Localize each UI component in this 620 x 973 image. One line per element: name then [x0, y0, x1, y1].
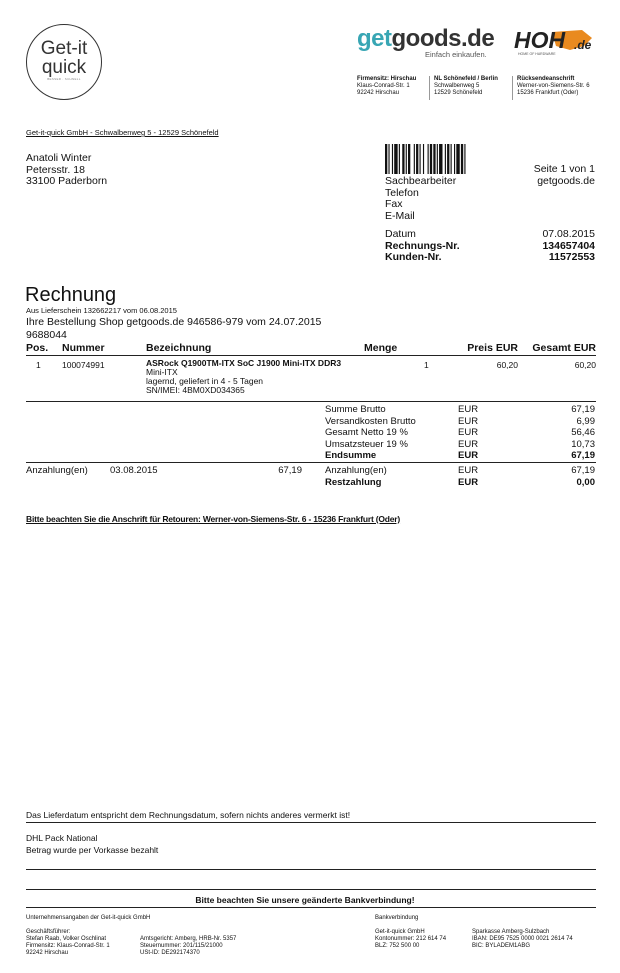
barcode-bar [439, 144, 442, 174]
table-row [26, 359, 596, 399]
barcode-bar [399, 144, 400, 174]
barcode-bar [406, 144, 407, 174]
address-ruecksende-title: Rücksendeanschrift [517, 76, 575, 82]
hoh-logo [512, 26, 596, 60]
invoice-meta [385, 229, 595, 264]
total-value: 10,73 [571, 438, 595, 450]
barcode-bar [394, 144, 397, 174]
barcode-graphic [385, 144, 493, 174]
getgoods-logo-text: getgoods.de [357, 25, 495, 52]
barcode-bar [402, 144, 404, 174]
header-pos: Pos. [26, 342, 49, 354]
hoh-logo-text: HOH [514, 27, 566, 53]
retouren-notice: Bitte beachten Sie die Anschrift für Retouren: Werner-von-Siemens-Str. 6 - 15236 Frankfurt (Oder) [26, 514, 401, 524]
footer-bank-head: Bankverbindung [375, 915, 419, 921]
recipient-street: Petersstr. 18 [26, 163, 85, 176]
address-divider [429, 76, 430, 100]
footer-register [140, 936, 270, 957]
address-ruecksende-line2: 15236 Frankfurt (Oder) [517, 90, 579, 96]
restzahlung-currency: EUR [458, 476, 479, 488]
totals-rule [26, 462, 596, 463]
barcode-bar [420, 144, 421, 174]
anzahlung-currency: EUR [458, 465, 479, 476]
site-name: getgoods.de [537, 175, 595, 187]
header-gesamt: Gesamt EUR [532, 342, 596, 354]
address-hirschau [357, 76, 427, 97]
lieferschein-line: Aus Lieferschein 132662217 vom 06.08.2015 [26, 306, 177, 315]
label-sachbearbeiter: Sachbearbeiter [385, 175, 457, 187]
header-bezeichnung: Bezeichnung [146, 342, 212, 354]
header-menge: Menge [364, 342, 398, 354]
hoh-logo-tagline: HOME OF HARDWARE [518, 52, 556, 56]
barcode-bar [430, 144, 432, 174]
getgoods-slogan: Einfach einkaufen. [425, 50, 487, 59]
row-bezeichnung [146, 359, 376, 395]
barcode-bar [414, 144, 415, 174]
anzahlung-left [26, 465, 302, 477]
row-gesamt: 60,20 [574, 360, 596, 370]
barcode-bar [464, 144, 465, 174]
anzahlung-left-value: 67,19 [278, 465, 302, 476]
get-it-quick-logo [26, 24, 102, 100]
total-value: 67,19 [571, 404, 595, 415]
total-currency: EUR [458, 438, 479, 450]
payment-rule [26, 889, 596, 890]
row-detail-2: lagernd, geliefert in 4 - 5 Tagen [146, 376, 264, 386]
footer-firmensitz: Firmensitz: Klaus-Conrad-Str. 1 [26, 943, 110, 949]
address-divider [512, 76, 513, 100]
header-preis: Preis EUR [467, 342, 518, 354]
label-email: E-Mail [385, 209, 415, 222]
barcode-bar [447, 144, 449, 174]
footer-bank2-iban: IBAN: DE95 7525 0000 0021 2614 74 [472, 936, 573, 942]
total-label: Gesamt Netto 19 % [325, 427, 408, 438]
label-fax: Fax [385, 198, 403, 210]
barcode [385, 144, 493, 174]
contact-labels [385, 176, 456, 222]
row-pos: 1 [36, 360, 41, 370]
address-ruecksende [517, 76, 607, 97]
footer-gf-names: Stefan Raab, Volker Oschlinat [26, 936, 107, 942]
barcode-bar [423, 144, 424, 174]
barcode-bar [433, 144, 435, 174]
table-header [26, 343, 596, 355]
bank-notice-rule [26, 907, 596, 908]
shipping-method: DHL Pack National [26, 833, 98, 843]
footer-gf-label: Geschäftsführer: [26, 929, 71, 935]
barcode-bar [385, 144, 387, 174]
address-hirschau-line2: 92242 Hirschau [357, 90, 400, 96]
anzahlung-left-label: Anzahlung(en) [26, 465, 88, 476]
header-nummer: Nummer [62, 342, 105, 354]
barcode-bar [451, 144, 452, 174]
address-schoenefeld [434, 76, 512, 97]
footer-company [26, 929, 136, 957]
barcode-bar [416, 144, 418, 174]
bank-notice: Bitte beachten Sie unsere geänderte Bankverbindung! [195, 895, 415, 905]
endsumme-currency: EUR [458, 450, 479, 461]
address-ruecksende-line1: Werner-von-Siemens-Str. 6 [517, 83, 590, 89]
total-value: 6,99 [576, 415, 595, 427]
total-label: Umsatzsteuer 19 % [325, 438, 408, 450]
kunde-label: Kunden-Nr. [385, 251, 442, 263]
total-currency: EUR [458, 404, 479, 415]
barcode-bar [445, 144, 446, 174]
footer-bank2 [472, 929, 602, 950]
barcode-bar [388, 144, 389, 174]
rechnung-label: Rechnungs-Nr. [385, 239, 460, 252]
address-hirschau-title: Firmensitz: Hirschau [357, 76, 417, 82]
page-title: Rechnung [25, 284, 117, 306]
footer-bank2-bic: BIC: BYLADEM1ABG [472, 943, 531, 949]
logo-line1: Get-it [40, 38, 88, 59]
sender-line: Get-it-quick GmbH - Schwalbenweg 5 - 12529 Schönefeld [26, 128, 219, 137]
footer-bank1-name: Get-it-quick GmbH [375, 929, 425, 935]
barcode-bar [437, 144, 438, 174]
address-schoenefeld-title: NL Schönefeld / Berlin [434, 76, 498, 82]
footer-steuer: Steuernummer: 201/115/21000 [140, 943, 223, 949]
barcode-bar [392, 144, 393, 174]
anzahlung-value: 67,19 [571, 465, 595, 476]
page-info: Seite 1 von 1 [533, 163, 595, 175]
kunde-value: 11572553 [548, 251, 595, 263]
barcode-bar [456, 144, 459, 174]
total-label: Summe Brutto [325, 404, 386, 415]
footer-bank1 [375, 929, 470, 950]
anzahlung-label: Anzahlung(en) [325, 465, 387, 476]
totals-block [325, 404, 596, 462]
address-hirschau-line1: Klaus-Conrad-Str. 1 [357, 83, 410, 89]
recipient-city: 33100 Paderborn [26, 175, 108, 187]
barcode-bar [428, 144, 429, 174]
row-product-name: ASRock Q1900TM-ITX SoC J1900 Mini-ITX DDR3 [146, 358, 342, 368]
footer-ort: 92242 Hirschau [26, 950, 69, 956]
logo-line2: quick [41, 57, 87, 78]
total-value: 56,46 [571, 427, 595, 438]
rechnung-value: 134657404 [542, 239, 595, 252]
footer-ustid: USt-ID: DE292174370 [140, 950, 200, 956]
footer-company-head: Unternehmensangaben der Get-it-quick GmbH [26, 915, 151, 921]
lieferdatum-note: Das Lieferdatum entspricht dem Rechnungsdatum, sofern nichts anderes vermerkt ist! [26, 810, 351, 820]
barcode-bar [461, 144, 463, 174]
hoh-logo-domain: .de [574, 38, 592, 52]
recipient-name: Anatoli Winter [26, 152, 92, 164]
bestellung-line: Ihre Bestellung Shop getgoods.de 946586-979 vom 24.07.2015 [26, 316, 322, 328]
total-currency: EUR [458, 427, 479, 438]
row-detail-3: SN/IMEI: 4BM0XD034365 [146, 385, 245, 395]
footer-bank1-konto: Kontonummer: 212 614 74 [375, 936, 447, 942]
datum-value: 07.08.2015 [542, 228, 595, 240]
row-preis: 60,20 [496, 360, 518, 370]
endsumme-value: 67,19 [571, 450, 595, 461]
barcode-bar [408, 144, 410, 174]
label-telefon: Telefon [385, 186, 419, 199]
row-detail-1: Mini-ITX [146, 367, 178, 377]
table-header-rule [26, 355, 596, 356]
getgoods-logo [357, 26, 494, 52]
barcode-bar [454, 144, 455, 174]
restzahlung-label: Restzahlung [325, 476, 382, 488]
restzahlung-value: 0,00 [576, 476, 595, 488]
footer-amtsgericht: Amtsgericht: Amberg, HRB-Nr. 5357 [140, 936, 237, 942]
recipient-address [26, 153, 107, 188]
endsumme-label: Endsumme [325, 450, 377, 461]
bestellnummer: 9688044 [26, 329, 67, 341]
payment-rule [26, 869, 596, 870]
row-menge: 1 [424, 360, 429, 370]
logo-small: BESSER · SCHNELL [47, 77, 81, 81]
footer-bank1-blz: BLZ: 752 500 00 [375, 943, 420, 949]
anzahlung-right [325, 465, 596, 488]
footer-bank2-name: Sparkasse Amberg-Sulzbach [472, 929, 550, 935]
total-label: Versandkosten Brutto [325, 415, 416, 427]
address-schoenefeld-line2: 12529 Schönefeld [434, 90, 483, 96]
datum-label: Datum [385, 228, 416, 240]
total-currency: EUR [458, 415, 479, 427]
anzahlung-left-date: 03.08.2015 [110, 465, 158, 476]
row-nummer: 100074991 [62, 360, 105, 370]
note-rule [26, 822, 596, 823]
table-rule [26, 401, 596, 402]
payment-method: Betrag wurde per Vorkasse bezahlt [26, 845, 159, 855]
address-schoenefeld-line1: Schwalbenweg 5 [434, 83, 480, 89]
